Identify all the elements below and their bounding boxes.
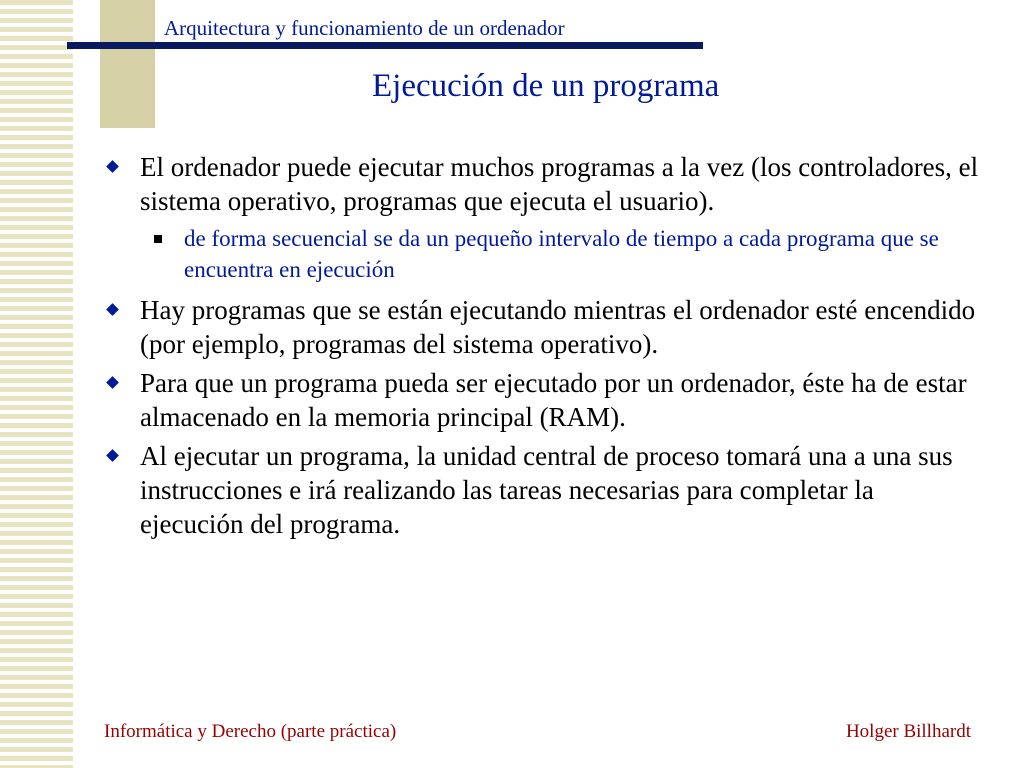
bullet-text: Para que un programa pueda ser ejecutado por un ordenador, éste ha de estar almacenado en la memoria principal (RAM).: [140, 368, 967, 432]
decorative-box: [100, 0, 155, 128]
footer-course: Informática y Derecho (parte práctica): [104, 721, 397, 742]
bullet-item: [100, 366, 980, 434]
diamond-bullet-icon: [106, 376, 119, 389]
slide-content: [100, 150, 980, 546]
square-bullet-icon: [154, 235, 162, 243]
bullet-item: [100, 150, 980, 218]
slide-title: Ejecución de un programa: [372, 68, 720, 104]
sub-bullet-text: de forma secuencial se da un pequeño intervalo de tiempo a cada programa que se encuentra en ejecución: [184, 226, 939, 282]
header-rule: [67, 42, 703, 49]
course-title: Arquitectura y funcionamiento de un ordenador: [164, 16, 565, 40]
bullet-text: Al ejecutar un programa, la unidad central de proceso tomará una a una sus instrucciones e irá realizando las tareas necesarias para completar la ejecución del programa.: [140, 441, 953, 539]
bullet-text: El ordenador puede ejecutar muchos programas a la vez (los controladores, el sistema operativo, programas que ejecuta el usuario).: [140, 152, 979, 216]
diamond-bullet-icon: [106, 449, 119, 462]
diamond-bullet-icon: [106, 160, 119, 173]
diamond-bullet-icon: [106, 303, 119, 316]
bullet-item: [100, 293, 980, 361]
bullet-item: [100, 439, 980, 541]
footer-author: Holger Billhardt: [845, 721, 971, 742]
decorative-stripes: [0, 0, 73, 768]
bullet-text: Hay programas que se están ejecutando mientras el ordenador esté encendido (por ejemplo, programas del sistema operativo).: [140, 295, 976, 359]
sub-bullet-item: [184, 223, 954, 285]
